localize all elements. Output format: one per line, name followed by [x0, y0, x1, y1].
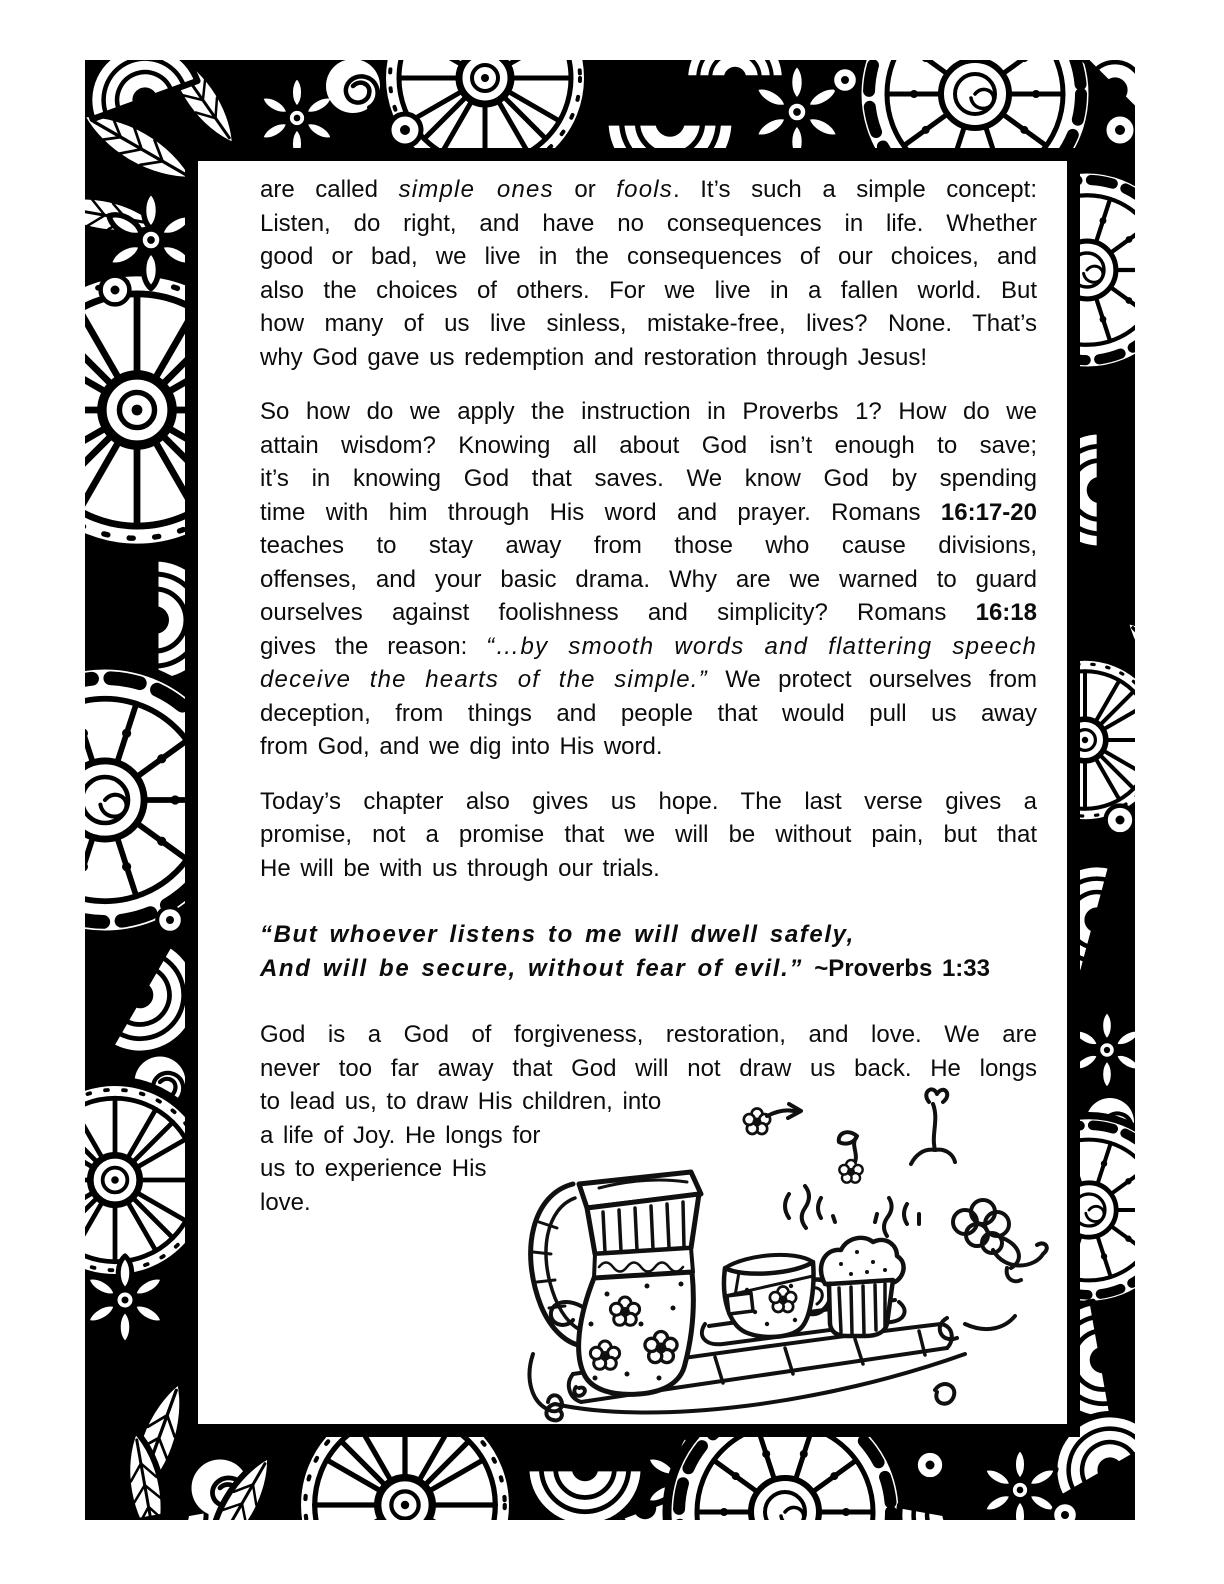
flower-sprig-icon	[911, 1089, 955, 1164]
paragraph-closing: God is a God of forgiveness, restoration, and love. We are never too far away that God will not draw us back. He longs to lead us, to draw His children, into a life of Joy. He longs for us to experience His love.	[260, 1021, 1037, 1216]
flower-sprig-icon	[744, 1104, 801, 1134]
paragraph-intro: are called simple ones or fools. It’s such a simple concept: Listen, do right, and have no consequences in life. Whether good or bad, we live in the consequences of our choices, and also the choices of others. For we live in a fallen world. But how many of us live sinless, mistake-free, lives? None. That’s why God gave us redemption and restoration through Jesus!	[260, 176, 1037, 371]
flower-sprig-icon	[839, 1132, 863, 1182]
flower-cluster-icon	[953, 1200, 1047, 1281]
pitcher-illustration	[531, 1172, 701, 1394]
scripture-quote: “But whoever listens to me will dwell safely, And will be secure, without fear of evil.” ~Proverbs 1:33	[260, 921, 990, 982]
paragraph-application: So how do we apply the instruction in Proverbs 1? How do we attain wisdom? Knowing all about God isn’t enough to save; it’s in knowing God that saves. We know God by spending time with him through His word and prayer. Romans 16:17-20 teaches to stay away from those who cause divisions, offenses, and your basic drama. Why are we warned to guard ourselves against foolishness and simplicity? Romans 16:18 gives the reason: “…by smooth words and flattering speech deceive the hearts of the simple.” We protect ourselves from deception, from things and people that would pull us away from God, and we dig into His word.	[260, 398, 1038, 760]
tea-tray-illustration	[495, 1072, 1055, 1424]
paragraph-hope: Today’s chapter also gives us hope. The last verse gives a promise, not a promise that we will be without pain, but that He will be with us through our trials.	[260, 787, 1037, 882]
body-text	[260, 173, 1037, 1219]
steam-icon	[785, 1186, 835, 1228]
steam-icon	[875, 1198, 919, 1236]
